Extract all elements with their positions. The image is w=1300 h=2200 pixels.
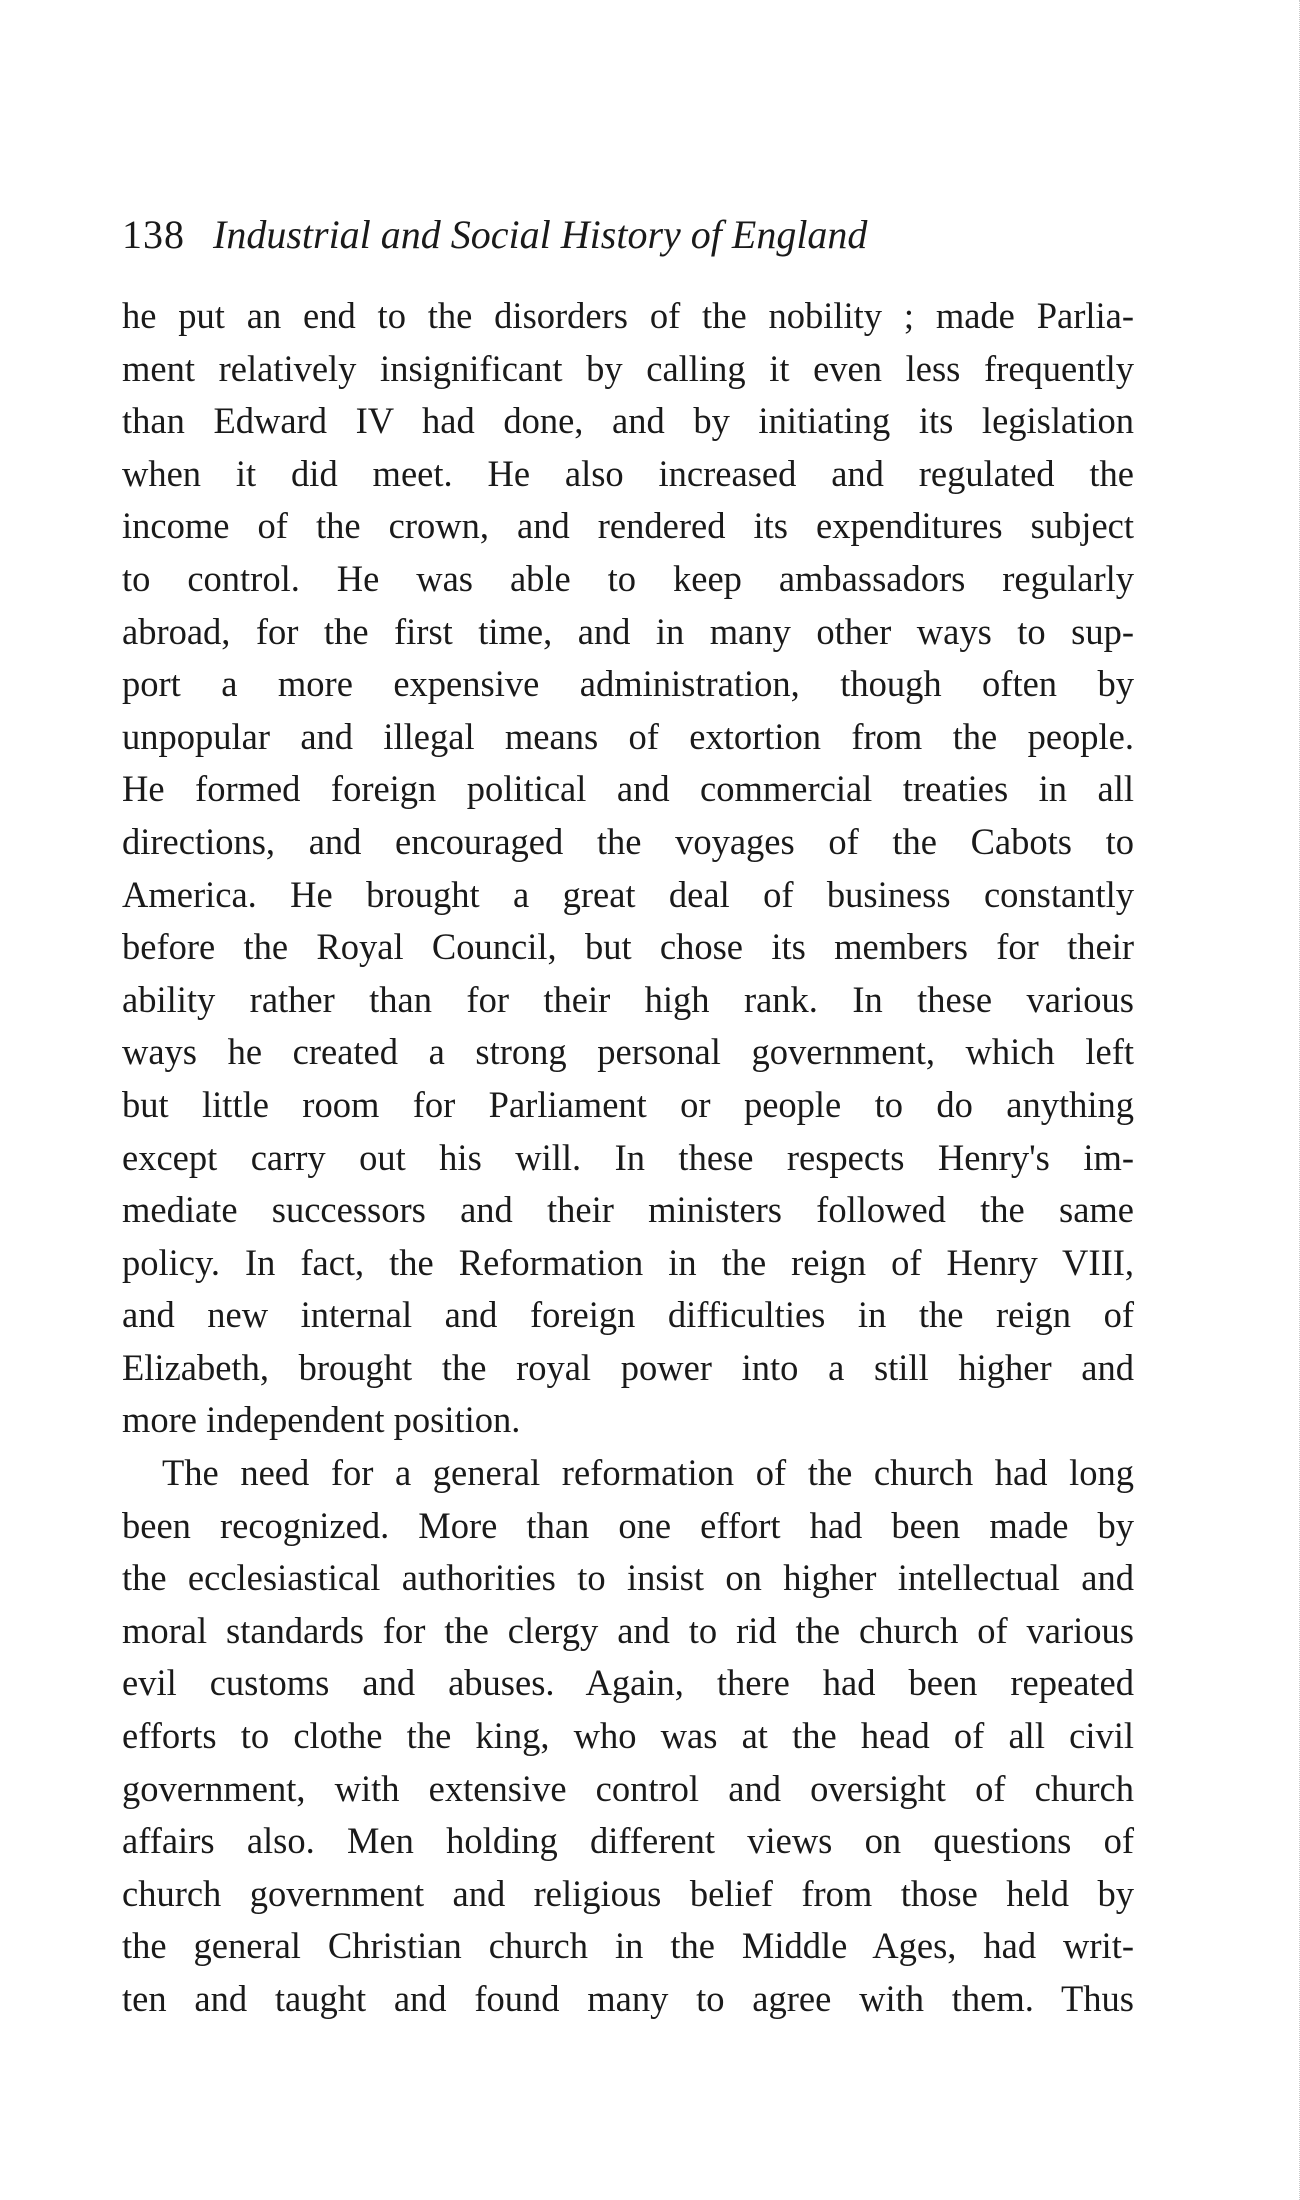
text-line: income of the crown, and rendered its expenditures subject — [122, 505, 1134, 547]
text-line: ability rather than for their high rank. In these various — [122, 978, 1134, 1020]
text-line: directions, and encouraged the voyages of the Cabots to — [122, 820, 1134, 862]
text-line: government, with extensive control and oversight of church — [122, 1767, 1134, 1809]
text-line: when it did meet. He also increased and regulated the — [122, 452, 1134, 494]
text-line: abroad, for the first time, and in many other ways to sup- — [122, 610, 1134, 652]
text-line: more independent position. — [122, 1399, 521, 1441]
text-line: he put an end to the disorders of the nobility ; made Parlia- — [122, 295, 1134, 336]
book-title: Industrial and Social History of England — [213, 212, 868, 257]
text-line: ment relatively insignificant by calling it even less frequently — [122, 347, 1134, 389]
text-line: evil customs and abuses. Again, there had been repeated — [122, 1662, 1134, 1704]
text-line: He formed foreign political and commercial treaties in all — [122, 768, 1134, 810]
text-line: before the Royal Council, but chose its members for their — [122, 926, 1134, 968]
paragraph-1 — [122, 290, 1134, 1447]
text-line: ways he created a strong personal government, which left — [122, 1031, 1134, 1073]
text-line: been recognized. More than one effort had been made by — [122, 1504, 1134, 1546]
text-line: but little room for Parliament or people to do anything — [122, 1083, 1134, 1125]
page-number: 138 — [122, 212, 185, 257]
text-line: church government and religious belief from those held by — [122, 1872, 1134, 1914]
text-line: and new internal and foreign difficulties in the reign of — [122, 1294, 1134, 1336]
text-line: efforts to clothe the king, who was at the head of all civil — [122, 1715, 1134, 1757]
text-line: moral standards for the clergy and to rid the church of various — [122, 1609, 1134, 1651]
text-line: mediate successors and their ministers followed the same — [122, 1189, 1134, 1231]
text-line: ten and taught and found many to agree with them. Thus — [122, 1978, 1134, 2019]
text-line: affairs also. Men holding different views on questions of — [122, 1820, 1134, 1862]
text-line: The need for a general reformation of the church had long — [162, 1452, 1134, 1494]
text-line: Elizabeth, brought the royal power into a still higher and — [122, 1346, 1134, 1388]
text-line: to control. He was able to keep ambassadors regularly — [122, 557, 1134, 599]
body-text — [122, 290, 1134, 2026]
text-line: the general Christian church in the Middle Ages, had writ- — [122, 1925, 1134, 1967]
text-line: policy. In fact, the Reformation in the reign of Henry VIII, — [122, 1241, 1134, 1283]
text-line: port a more expensive administration, though often by — [122, 663, 1134, 705]
paragraph-2 — [122, 1447, 1134, 2026]
text-line: the ecclesiastical authorities to insist on higher intellectual and — [122, 1557, 1134, 1599]
page-edge — [1269, 0, 1300, 2200]
running-head — [122, 205, 867, 265]
text-line: unpopular and illegal means of extortion from the people. — [122, 715, 1134, 757]
text-line: America. He brought a great deal of business constantly — [122, 873, 1134, 915]
text-line: except carry out his will. In these respects Henry's im- — [122, 1136, 1134, 1178]
text-line: than Edward IV had done, and by initiating its legislation — [122, 400, 1134, 442]
